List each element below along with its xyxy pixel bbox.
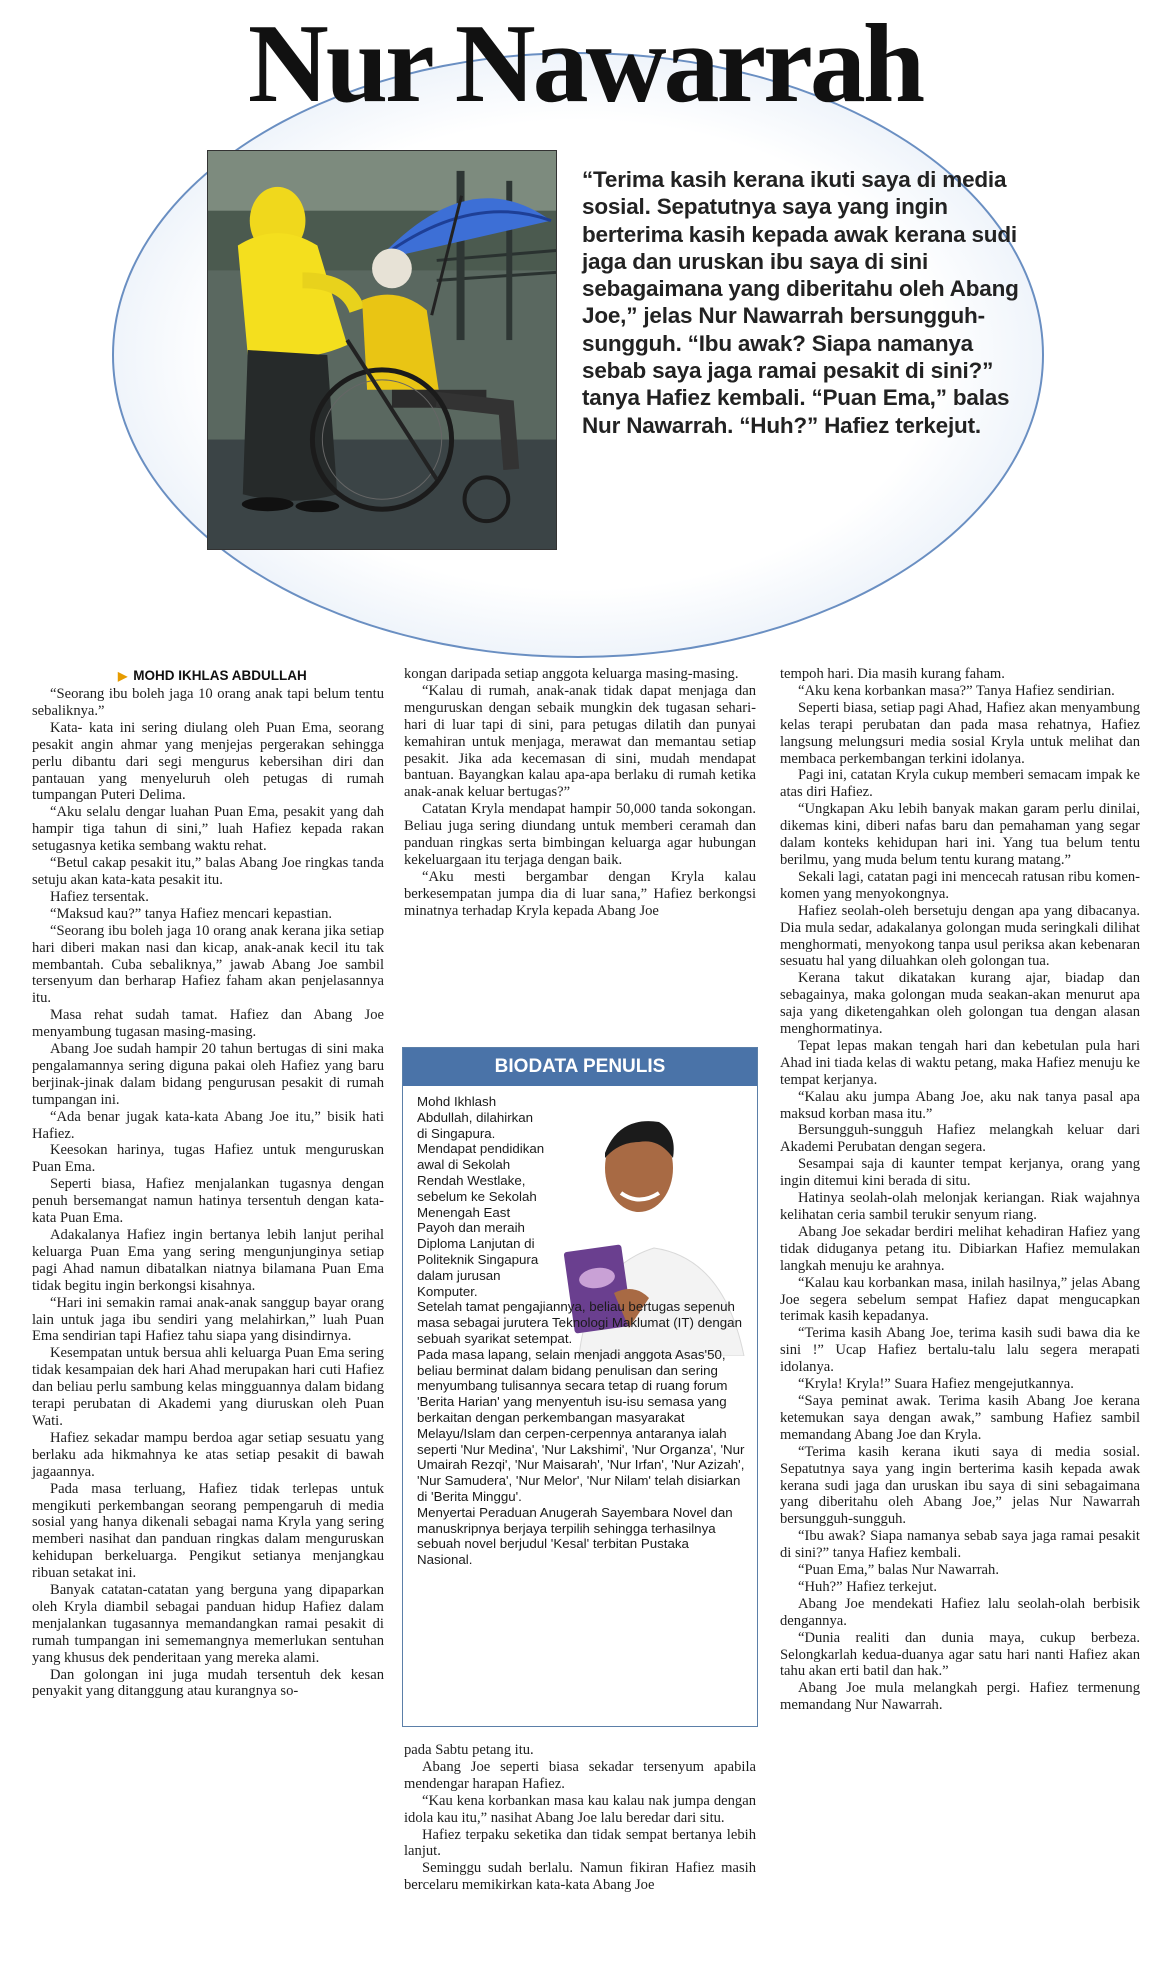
paragraph: Adakalanya Hafiez ingin bertanya lebih lanjut perihal keluarga Puan Ema yang sering mengunjunginya setiap pagi Ahad namun dibatalkan niatnya bilamana Puan Ema tidak begitu ingin berkongsi kisahnya. [32,1227,384,1294]
paragraph: “Puan Ema,” balas Nur Nawarrah. [798,1562,999,1579]
article-column-1 [32,666,384,1700]
paragraph: “Kau kena korbankan masa kau kalau nak jumpa dengan idola kau itu,” nasihat Abang Joe lalu beredar dari situ. [404,1792,756,1826]
paragraph: Keesokan harinya, tugas Hafiez untuk menguruskan Puan Ema. [32,1142,384,1176]
paragraph: “Ibu awak? Siapa namanya sebab saya jaga ramai pesakit di sini?” tanya Hafiez kembali. [780,1528,1140,1562]
author-bio-box [402,1047,758,1727]
paragraph: Sesampai saja di kaunter tempat kerjanya, orang yang ingin ditemui kini berada di situ. [780,1156,1140,1190]
byline-spacer [32,666,384,686]
paragraph: Hafiez sekadar mampu berdoa agar setiap sesuatu yang berlaku ada hikmahnya ke atas setiap pesakit di bawah jagaannya. [32,1429,384,1480]
paragraph: “Maksud kau?” tanya Hafiez mencari kepastian. [50,905,333,922]
bio-paragraph: Setelah tamat pengajiannya, beliau bertugas sepenuh masa sebagai jurutera Teknologi Maklumat (IT) dengan sebuah syarikat setempat. [417,1299,742,1346]
byline-author: MOHD IKHLAS ABDULLAH [133,668,307,683]
caregiver-wheelchair-umbrella-image [208,151,556,549]
paragraph: “Betul cakap pesakit itu,” balas Abang Joe ringkas tanda setuju akan kata-kata pesakit itu. [32,855,384,888]
paragraph: Kesempatan untuk bersua ahli keluarga Puan Ema sering tidak kesampaian dek hari Ahad merupakan hari cuti Hafiez dan beliau perlu sambung kelas mingguannya dalam bidang terapi perubatan di Akademi yang diuruskan oleh Puan Wati. [32,1345,384,1429]
triangle-right-icon: ▶ [118,669,128,683]
paragraph: “Aku selalu dengar luahan Puan Ema, pesakit yang dah hampir tiga tahun di sini,” luah Hafiez kepada rakan setugasnya ketika sembang waktu rehat. [32,804,384,855]
paragraph: Tepat lepas makan tengah hari dan kebetulan pula hari Ahad ini tiada kelas di waktu petang, maka Hafiez menuju ke tempat kerjanya. [780,1037,1140,1088]
paragraph: Dan golongan ini juga mudah tersentuh dek kesan penyakit yang ditanggung atau kurangnya so- [32,1666,384,1700]
paragraph: “Aku kena korbankan masa?” Tanya Hafiez sendirian. [798,682,1115,699]
paragraph: “Aku mesti bergambar dengan Kryla kalau berkesempatan jumpa dia di luar sana,” Hafiez berkongsi minatnya terhadap Kryla kepada Abang Joe [404,868,756,919]
paragraph: “Dunia realiti dan dunia maya, cukup berbeza. Selongkarlah kedua-duanya agar satu hari nanti Hafiez akan tahu akan erti batil dan hak.” [780,1629,1140,1680]
paragraph: Kata- kata ini sering diulang oleh Puan Ema, seorang pesakit angin ahmar yang menjejas pergerakan sehingga perlu dibantu dari segi mengurus kebersihan diri dan pantauan yang menyeluruh oleh petugas di rumah tumpangan Puteri Delima. [32,719,384,804]
paragraph: Masa rehat sudah tamat. Hafiez dan Abang Joe menyambung tugasan masing-masing. [32,1007,384,1041]
paragraph: “Huh?” Hafiez terkejut. [798,1578,937,1595]
story-illustration-photo [207,150,557,550]
paragraph: Pada masa terluang, Hafiez tidak terlepas untuk mengikuti perkembangan seorang pempengaruh di media sosial yang hanya dikenali sebagai nama Kryla yang sering memberi nasihat dan panduan ringkas dalam menguruskan kehidupan berkeluarga. Pengikut setianya menjangkau ribuan setakat ini. [32,1480,384,1582]
paragraph: Abang Joe mendekati Hafiez lalu seolah-olah berbisik dengannya. [780,1595,1140,1629]
paragraph: Hafiez seolah-oleh bersetuju dengan apa yang dibacanya. Dia mula sedar, adakalanya golongan muda seringkali dilihat menghormati, menyokong tanpa usul periksa akan kebenaran sesuatu hal yang diluahkan oleh golongan tua. [780,902,1140,970]
paragraph: “Seorang ibu boleh jaga 10 orang anak tapi belum tentu sebaliknya.” [32,686,384,719]
paragraph: pada Sabtu petang itu. [404,1742,534,1758]
paragraph: Hafiez tersentak. [50,888,149,905]
article-column-2-top [404,666,756,920]
paragraph: “Ada benar jugak kata-kata Abang Joe itu,” bisik hati Hafiez. [32,1108,384,1142]
paragraph: Abang Joe sekadar berdiri melihat kehadiran Hafiez yang tidak diduganya petang itu. Dibiarkan Hafiez memulakan langkah menuju ke arahnya. [780,1223,1140,1274]
bio-paragraph: Menyertai Peraduan Anugerah Sayembara Novel dan manuskripnya berjaya terpilih sehingga terhasilnya sebuah novel berjudul 'Kesal' terbitan Pustaka Nasional. [417,1504,733,1568]
paragraph: “Ungkapan Aku lebih banyak makan garam perlu dinilai, dikemas kini, diberi nafas baru dan pemahaman yang segar dalam konteks kehidupan hari ini. Yang tua belum tentu berilmu, yang muda belum tentu kurang matang.” [780,801,1140,868]
paragraph: “Terima kasih Abang Joe, terima kasih sudi bawa dia ke sini !” Ucap Hafiez bertalu-talu lalu segera merapati idolanya. [780,1325,1140,1376]
bio-text [417,1094,747,1568]
paragraph: “Seorang ibu boleh jaga 10 orang anak kerana jika setiap hari diberi makan nasi dan kicap, anak-anak kecil itu tak membantah. Cuba sebaliknya,” jawab Abang Joe sambil tersenyum dan berharap Hafiez faham akan penjelasannya itu. [32,922,384,1007]
paragraph: “Kalau aku jumpa Abang Joe, aku nak tanya pasal apa maksud korban masa itu.” [780,1088,1140,1122]
paragraph: “Terima kasih kerana ikuti saya di media sosial. Sepatutnya saya yang ingin berterima kasih kepada awak kerana sudi jaga dan uruskan ibu saya di sini sebagaimana yang diberitahu oleh Abang Joe,” jelas Nur Nawarrah bersungguh-sungguh. [780,1443,1140,1528]
paragraph: Banyak catatan-catatan yang berguna yang dipaparkan oleh Kryla diambil sebagai panduan hidup Hafiez dalam menjalankan tugasannya memandangkan ramai pesakit di rumah tumpangan ini sememangnya memerlukan sentuhan yang khusus dek penderitaan yang mereka alami. [32,1582,384,1666]
article-column-2-bottom [404,1742,756,1894]
paragraph: tempoh hari. Dia masih kurang faham. [780,666,1005,682]
paragraph: Sekali lagi, catatan pagi ini mencecah ratusan ribu komen-komen yang menyokongnya. [780,868,1140,902]
paragraph: Abang Joe mula melangkah pergi. Hafiez termenung memandang Nur Nawarrah. [780,1680,1140,1714]
paragraph: Pagi ini, catatan Kryla cukup memberi semacam impak ke atas diri Hafiez. [780,767,1140,801]
bio-intro: Mohd Ikhlash Abdullah, dilahirkan di Singapura. Mendapat pendidikan awal di Sekolah Rendah Westlake, sebelum ke Sekolah Menengah East Payoh dan meraih Diploma Lanjutan di Politeknik Singapura dalam jurusan Komputer. [417,1094,545,1299]
paragraph: “Kalau kau korbankan masa, inilah hasilnya,” jelas Abang Joe segera sebelum sempat Hafiez dapat mengucapkan terimak kasih kepadanya. [780,1274,1140,1325]
headline: Nur Nawarrah [247,2,923,126]
paragraph: “Kalau di rumah, anak-anak tidak dapat menjaga dan menguruskan dengan sebaik mungkin dek tugasan sehari-hari di luar tapi di sini, para petugas dilatih dan punyai kemahiran untuk menjaga, merawat dan memantau setiap pesakit. Jika ada kecemasan di sini, mudah mendapat bantuan. Bayangkan kalau apa-apa berlaku di rumah ketika anak-anak keluar bertugas?” [404,682,756,801]
paragraph: Hafiez terpaku seketika dan tidak sempat bertanya lebih lanjut. [404,1826,756,1860]
paragraph: Abang Joe seperti biasa sekadar tersenyum apabila mendengar harapan Hafiez. [404,1758,756,1792]
paragraph: Bersungguh-sungguh Hafiez melangkah keluar dari Akademi Perubatan dengan segera. [780,1122,1140,1156]
paragraph: Seminggu sudah berlalu. Namun fikiran Hafiez masih bercelaru memikirkan kata-kata Abang Joe [404,1860,756,1894]
paragraph: Abang Joe sudah hampir 20 tahun bertugas di sini maka pengalamannya sering diguna pakai oleh Hafiez yang baru berjinak-jinak dalam bidang pengurusan pesakit di rumah tumpangan ini. [32,1041,384,1108]
bio-heading: BIODATA PENULIS [403,1048,757,1086]
paragraph: Kerana takut dikatakan kurang ajar, biadap dan sebagainya, maka golongan muda seakan-akan menurut apa saja yang diketengahkan oleh golongan tua dengan alasan menghormatinya. [780,970,1140,1038]
paragraph: “Saya peminat awak. Terima kasih Abang Joe kerana ketemukan saya dengan awak,” sambung Hafiez sambil memandang Abang Joe dan Kryla. [780,1392,1140,1443]
pull-quote: “Terima kasih kerana ikuti saya di media sosial. Sepatutnya saya yang ingin berterima kasih kepada awak kerana sudi jaga dan uruskan ibu saya di sini sebagaimana yang diberitahu oleh Abang Joe,” jelas Nur Nawarrah bersungguh-sungguh. “Ibu awak? Siapa namanya sebab saya jaga ramai pesakit di sini?” tanya Hafiez kembali. “Puan Ema,” balas Nur Nawarrah. “Huh?” Hafiez terkejut. [582,167,1019,438]
bio-paragraph: Pada masa lapang, selain menjadi anggota Asas'50, beliau berminat dalam bidang penulisan dan sering menyumbang tulisannya secara tetap di ruang forum 'Berita Harian' yang menyentuh isu-isu semasa yang berkaitan dengan perkembangan masyarakat Melayu/Islam dan cerpen-cerpennya antaranya ialah seperti 'Nur Medina', 'Nur Lakshimi', 'Nur Organza', 'Nur Umairah Rezqi', 'Nur Maisarah', 'Nur Irfan', 'Nur Azizah', 'Nur Samudera', 'Nur Melor', 'Nur Nilam' telah disiarkan di 'Berita Minggu'. [417,1346,745,1504]
paragraph: “Hari ini semakin ramai anak-anak sanggup bayar orang lain untuk jaga ibu sendiri yang melahirkan,” luah Puan Ema sendirian tapi Hafiez tahu siapa yang disindirnya. [32,1294,384,1345]
paragraph: “Kryla! Kryla!” Suara Hafiez mengejutkannya. [798,1376,1074,1393]
paragraph: kongan daripada setiap anggota keluarga masing-masing. [404,666,739,682]
paragraph: Hatinya seolah-olah melonjak keriangan. Riak wajahnya kelihatan ceria sambil terukir senyum riang. [780,1190,1140,1223]
paragraph: Seperti biasa, setiap pagi Ahad, Hafiez akan menyambung kelas terapi perubatan dan pada masa rehatnya, Hafiez langsung melungsuri media sosial Kryla untuk melihat dan membaca perkembangan terkini idolanya. [780,699,1140,767]
article-column-3 [780,666,1140,1714]
paragraph: Catatan Kryla mendapat hampir 50,000 tanda sokongan. Beliau juga sering diundang untuk memberi ceramah dan panduan ringkas serta bimbingan keluarga agar hubungan kekeluargaan itu terjaga dengan baik. [404,801,756,868]
paragraph: Seperti biasa, Hafiez menjalankan tugasnya dengan penuh bersemangat namun hatinya tersentuh dengan kata-kata Puan Ema. [32,1176,384,1227]
